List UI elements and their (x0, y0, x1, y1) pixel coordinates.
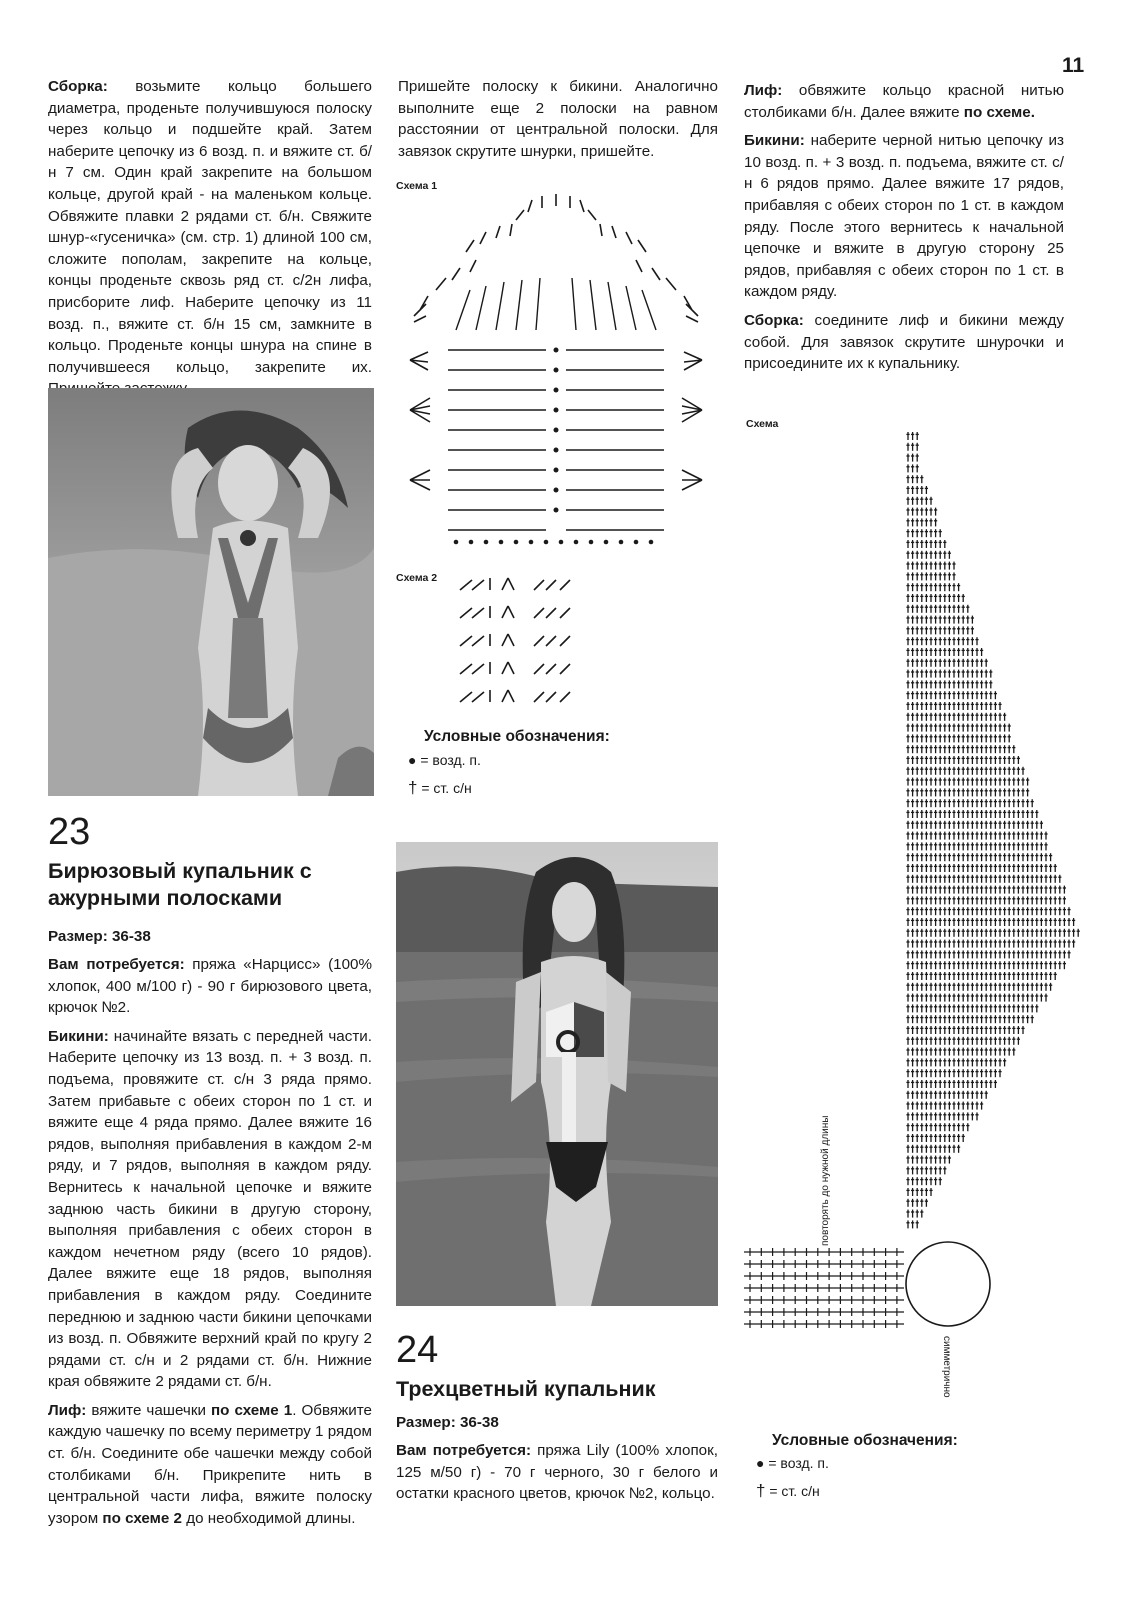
repeat-label: повторять до нужной длины (820, 1115, 831, 1246)
scheme-1-caption: Схема 1 (396, 180, 438, 192)
assembly-24-label: Сборка: (744, 311, 804, 329)
bodice-23-paragraph (48, 1400, 372, 1530)
legend-2-dc-text: = ст. с/н (769, 1483, 820, 1499)
project-23-size: Размер: 36-38 (48, 928, 151, 945)
legend-1-dc-text: = ст. с/н (421, 780, 472, 796)
bikini-scheme-dc-stitches (906, 432, 1079, 1228)
scheme-2-caption: Схема 2 (396, 572, 438, 584)
bodice-23-text-2: . Обвяжите каждую чашечку по всему периметру 1 рядом ст. б/н. Соедините обе чашечки между собой столбиками б/н. Прикрепите нить в центральной части лифа, вяжите полоску узором (48, 1401, 372, 1527)
bodice-24-text: обвяжите кольцо красной нитью столбиками б/н. Далее вяжите (744, 82, 1064, 121)
bikini-24-text: наберите черной нитью цепочку из 10 возд. п. + 3 возд. п. подъема, вяжите ст. с/н 6 рядов прямо. Далее вяжите 17 рядов, прибавляя с обеих сторон по 1 ст. в каждом ряду. После этого вернитесь к начальной цепочке и вяжите в другую сторону 25 рядов, прибавляя с обеих сторон по 1 ст. в каждом ряду. (744, 132, 1064, 301)
project-23-body (48, 954, 372, 1536)
bodice-24-paragraph (744, 80, 1064, 123)
scheme-1-chart (396, 180, 726, 560)
materials-24-paragraph (396, 1440, 718, 1505)
col2-intro: Пришейте полоску к бикини. Аналогично выполните еще 2 полоски на равном расстоянии от центральной полоски. Для завязок скрутите шнурки, пришейте. (398, 78, 718, 160)
photo-1-illustration (48, 388, 374, 796)
dc-symbol-icon: † (408, 778, 418, 797)
project-23-number: 23 (48, 811, 91, 853)
bodice-23-scheme1-ref: по схеме 1 (211, 1401, 293, 1419)
project-24-materials (396, 1440, 718, 1512)
scheme-1-dc-arcs (456, 278, 656, 330)
bodice-24-scheme-ref: по схеме. (963, 103, 1035, 121)
bodice-23-scheme2-ref: по схеме 2 (102, 1509, 182, 1527)
bikini-scheme-chart (736, 424, 1086, 1424)
photo-three-color-swimsuit (396, 842, 718, 1306)
symmetric-label: симметрично (941, 1336, 952, 1398)
scheme-2-chart (450, 570, 590, 710)
ring-icon (906, 1242, 990, 1326)
bikini-24-paragraph (744, 130, 1064, 303)
materials-23-label: Вам потребуется: (48, 956, 185, 973)
legend-2-dc-row (756, 1481, 820, 1501)
materials-23-text: пряжа «Нарцисс» (100% хлопок, 400 м/100 г) - 90 г бирюзового цвета, крючок №2. (48, 956, 372, 1017)
materials-24-label: Вам потребуется: (396, 1442, 532, 1459)
bikini-23-text: начинайте вязать с передней части. Наберите цепочку из 13 возд. п. + 3 возд. п. подъема, провяжите ст. с/н 3 ряда прямо. Затем прибавьте с обеих сторон по 1 ст. и вяжите еще 4 ряда прямо. Далее вяжите 16 рядов, выполняя прибавления в каждом 2-м ряду, и 7 рядов, выполняя в каждом ряду. Вернитесь к начальной цепочке и вяжите заднюю часть бикини в другую сторону, выполняя прибавления с обеих сторон в каждом нечетном ряду (всего 10 рядов). Далее вяжите еще 18 рядов, выполняя прибавления в каждом ряду. Соедините переднюю и заднюю части бикини цепочками из возд. п. Обвяжите верхний край по кругу 2 рядами ст. с/н и 2 рядами ст. б/н. Нижние края обвяжите 2 рядами ст. б/н. (48, 1027, 372, 1391)
project-23-title: Бирюзовый купальник с ажурными полосками (48, 859, 312, 910)
scheme-1-rows (448, 350, 664, 530)
photo-turquoise-swimsuit (48, 388, 374, 796)
photo-2-illustration (396, 842, 718, 1306)
scheme-1-fans-top (414, 194, 698, 322)
assembly-text: возьмите кольцо большего диаметра, проденьте получившуюся полоску через кольцо и подшейте край. Затем наберите цепочку из 6 возд. п. и вяжите ст. б/н 7 см. Один край закрепите на большом кольце, другой край - на маленьком кольце. Обвяжите плавки 2 рядами ст. б/н. Свяжите шнур-«гусеничка» (см. стр. 1) длиной 100 см, сложите пополам, закрепите на кольце, концы проденьте сквозь ряд ст. с/2н лифа, присборите лиф. Наберите цепочку из 11 возд. п., вяжите ст. б/н 15 см, замкните в кольцо. Проденьте концы шнура на спине в получившееся кольцо, закрепите их. (48, 78, 372, 376)
legend-2-chain-row (756, 1455, 829, 1471)
legend-2-chain-text: = возд. п. (768, 1455, 829, 1471)
legend-1-chain-text: = возд. п. (420, 752, 481, 768)
chain-symbol-icon: ● (408, 752, 417, 768)
chain-symbol-icon-2: ● (756, 1455, 765, 1471)
assembly-paragraph (48, 76, 372, 400)
bodice-23-label: Лиф: (48, 1401, 87, 1419)
legend-2-title: Условные обозначения: (772, 1432, 958, 1449)
assembly-label: Сборка: (48, 78, 108, 95)
materials-24-text: пряжа Lily (100% хлопок, 125 м/50 г) - 70 г черного, 30 г белого и остатки красного цветов, крючок №2, кольцо. (396, 1442, 718, 1503)
column-right (744, 80, 1064, 382)
legend-1-title: Условные обозначения: (424, 728, 610, 745)
bodice-24-label: Лиф: (744, 82, 783, 99)
assembly-24-paragraph (744, 310, 1064, 375)
scheme-caption: Схема (746, 418, 779, 430)
bodice-23-text-1: вяжите чашечки (91, 1401, 206, 1419)
scheme-1-center-chain (454, 348, 654, 545)
assembly-24-text: соедините лиф и бикини между собой. Для завязок скрутите шнурочки и присоедините их к купальнику. (744, 311, 1064, 373)
strap-rows (744, 1252, 904, 1324)
page-number: 11 (1062, 54, 1085, 77)
project-24-number: 24 (396, 1329, 439, 1371)
bikini-23-paragraph (48, 1026, 372, 1393)
column-middle (398, 76, 718, 169)
materials-23-paragraph (48, 954, 372, 1019)
dc-symbol-icon-2: † (756, 1481, 766, 1500)
legend-1-chain-row (408, 752, 481, 768)
bodice-23-text-3: до необходимой длины. (186, 1509, 356, 1527)
column-left (48, 76, 372, 407)
bikini-23-label: Бикини: (48, 1027, 109, 1045)
legend-1-dc-row (408, 778, 472, 798)
bikini-24-label: Бикини: (744, 132, 805, 150)
project-24-title: Трехцветный купальник (396, 1377, 656, 1401)
project-24-size: Размер: 36-38 (396, 1414, 499, 1431)
